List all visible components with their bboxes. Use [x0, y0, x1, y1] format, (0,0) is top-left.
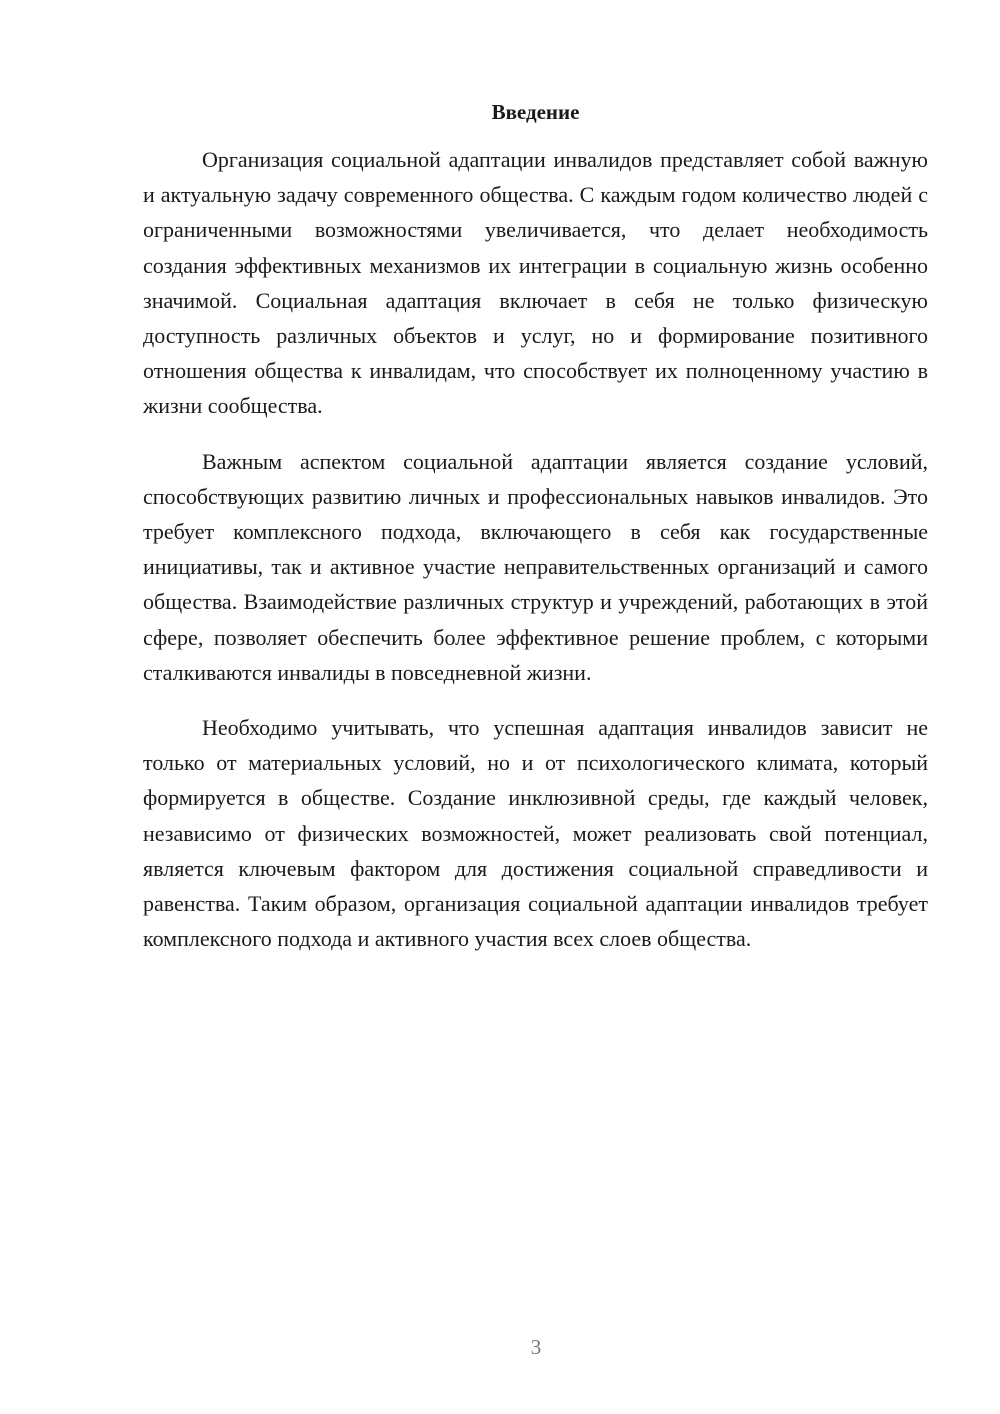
- paragraph-2: Важным аспектом социальной адаптации является создание условий, способствующих развитию личных и профессиональных навыков инвалидов. Это требует комплексного подхода, включающего в себя как государственные инициативы, так и активное участие неправительственных организаций и самого общества. Взаимодействие различных структур и учреждений, работающих в этой сфере, позволяет обеспечить более эффективное решение проблем, с которыми сталкиваются инвалиды в повседневной жизни.: [143, 448, 928, 685]
- page-title: Введение: [491, 100, 580, 124]
- body-text: [143, 142, 928, 976]
- page-number: 3: [530, 1335, 542, 1359]
- paragraph-1: Организация социальной адаптации инвалидов представляет собой важную и актуальную задачу современного общества. С каждым годом количество людей с ограниченными возможностями увеличивается, что делает необходимость создания эффективных механизмов их интеграции в социальную жизнь особенно значимой. Социальная адаптация включает в себя не только физическую доступность различных объектов и услуг, но и формирование позитивного отношения общества к инвалидам, что способствует их полноценному участию в жизни сообщества.: [143, 147, 928, 419]
- paragraph-3: Необходимо учитывать, что успешная адаптация инвалидов зависит не только от материальных условий, но и от психологического климата, который формируется в обществе. Создание инклюзивной среды, где каждый человек, независимо от физических возможностей, может реализовать свой потенциал, является ключевым фактором для достижения социальной справедливости и равенства. Таким образом, организация социальной адаптации инвалидов требует комплексного подхода и активного участия всех слоев общества.: [143, 715, 928, 952]
